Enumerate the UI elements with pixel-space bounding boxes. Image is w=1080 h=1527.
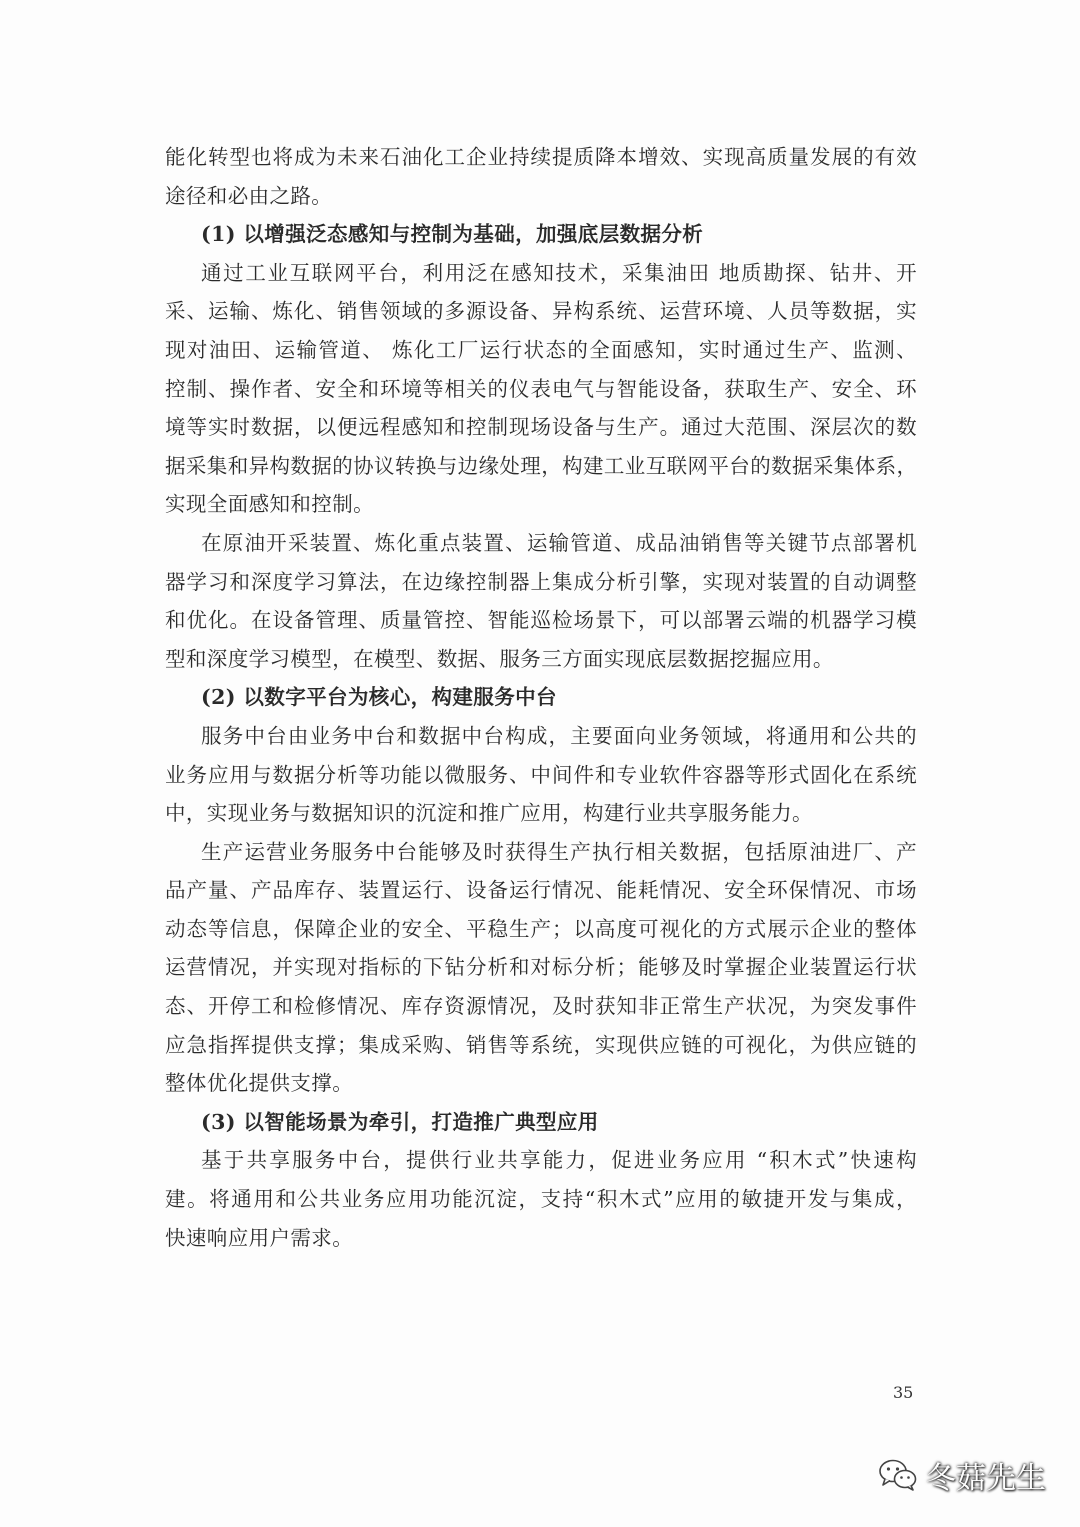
text-line: 品产量、产品库存、装置运行、设备运行情况、能耗情况、安全环保情况、市场 — [165, 878, 917, 903]
text-line: 通过工业互联网平台，利用泛在感知技术，采集油田 地质勘探、钻井、开 — [201, 260, 917, 285]
text-line: 实现全面感知和控制。 — [165, 492, 374, 517]
text-line: 建。将通用和公共业务应用功能沉淀，支持“积木式”应用的敏捷开发与集成， — [165, 1187, 917, 1212]
text-line: 运营情况，并实现对指标的下钻分析和对标分析；能够及时掌握企业装置运行状 — [165, 955, 917, 980]
paragraph — [165, 833, 917, 1103]
text-line: 服务中台由业务中台和数据中台构成，主要面向业务领域，将通用和公共的 — [201, 723, 917, 748]
body-text — [165, 138, 917, 1257]
wechat-icon — [878, 1458, 918, 1492]
paragraph — [165, 717, 917, 833]
text-line: 生产运营业务服务中台能够及时获得生产执行相关数据，包括原油进厂、产 — [201, 839, 917, 864]
watermark — [878, 1453, 1046, 1497]
text-line: 据采集和异构数据的协议转换与边缘处理，构建工业互联网平台的数据采集体系， — [165, 453, 918, 478]
text-line: 基于共享服务中台，提供行业共享能力，促进业务应用 “积木式”快速构 — [201, 1148, 917, 1173]
paragraph — [165, 524, 917, 678]
text-line: 控制、操作者、安全和环境等相关的仪表电气与智能设备，获取生产、安全、环 — [165, 376, 917, 401]
text-line: 快速响应用户需求。 — [165, 1225, 354, 1250]
text-line: 态、开停工和检修情况、库存资源情况，及时获知非正常生产状况，为突发事件 — [165, 994, 917, 1019]
text-line: 型和深度学习模型，在模型、数据、服务三方面实现底层数据挖掘应用。 — [165, 646, 834, 671]
section-heading: (3) 以智能场景为牵引，打造推广典型应用 — [201, 1109, 599, 1134]
text-line: 境等实时数据，以便远程感知和控制现场设备与生产。通过大范围、深层次的数 — [165, 415, 917, 440]
text-line: 整体优化提供支撑。 — [165, 1071, 354, 1096]
paragraph — [165, 254, 917, 524]
page-number: 35 — [893, 1383, 914, 1402]
text-line: 中，实现业务与数据知识的沉淀和推广应用，构建行业共享服务能力。 — [165, 801, 813, 826]
text-line: 采、运输、炼化、销售领域的多源设备、异构系统、运营环境、人员等数据，实 — [165, 299, 917, 324]
paragraph — [165, 1141, 917, 1257]
paragraph — [165, 138, 917, 215]
text-line: 能化转型也将成为未来石油化工企业持续提质降本增效、实现高质量发展的有效 — [165, 145, 917, 169]
section-heading: (2) 以数字平台为核心，构建服务中台 — [201, 685, 557, 710]
text-line: 和优化。在设备管理、质量管控、智能巡检场景下，可以部署云端的机器学习模 — [165, 608, 917, 633]
watermark-text: 冬菇先生 — [926, 1461, 1046, 1496]
text-line: 动态等信息，保障企业的安全、平稳生产；以高度可视化的方式展示企业的整体 — [165, 916, 917, 941]
text-line: 业务应用与数据分析等功能以微服务、中间件和专业软件容器等形式固化在系统 — [165, 762, 917, 787]
text-line: 现对油田、运输管道、 炼化工厂运行状态的全面感知，实时通过生产、监测、 — [165, 337, 917, 362]
section-heading: (1) 以增强泛态感知与控制为基础，加强底层数据分析 — [201, 222, 704, 247]
text-line: 途径和必由之路。 — [165, 183, 333, 208]
text-line: 应急指挥提供支撑；集成采购、销售等系统，实现供应链的可视化，为供应链的 — [165, 1032, 917, 1057]
text-line: 器学习和深度学习算法，在边缘控制器上集成分析引擎，实现对装置的自动调整 — [165, 569, 917, 594]
text-line: 在原油开采装置、炼化重点装置、运输管道、成品油销售等关键节点部署机 — [201, 530, 917, 555]
